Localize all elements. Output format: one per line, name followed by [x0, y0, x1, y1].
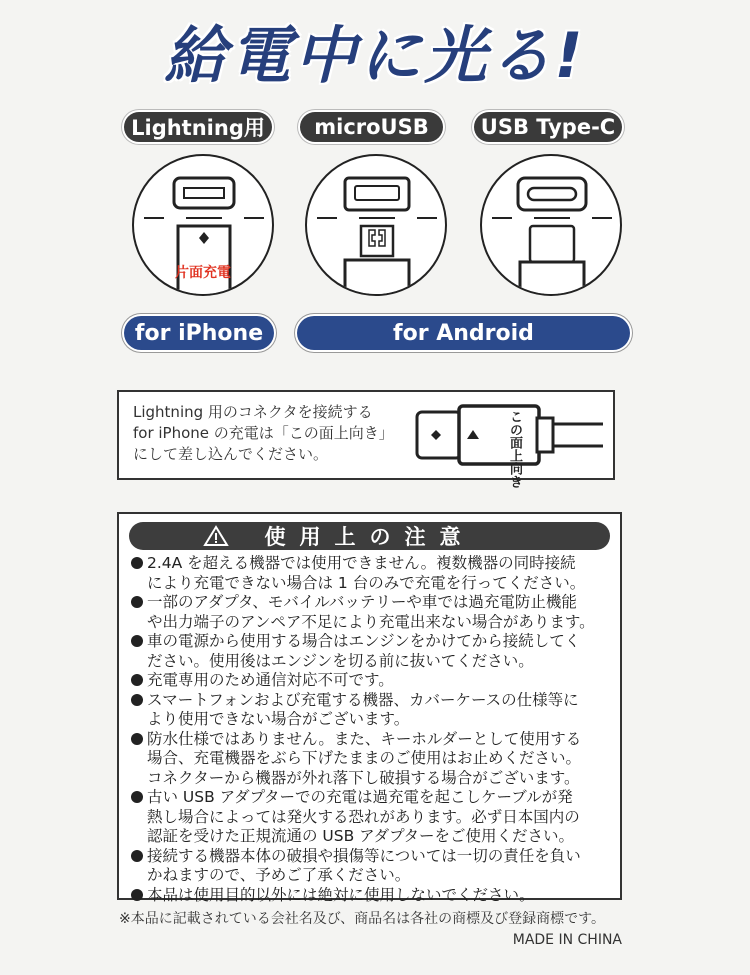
caution-line: 場合、充電機器をぶら下げたままのご使用はお止めください。	[147, 749, 582, 767]
caution-line: 古い USB アダプターでの充電は過充電を起こしケーブルが発	[147, 788, 573, 806]
caution-line: 車の電源から使用する場合はエンジンをかけてから接続してく	[147, 632, 581, 650]
usb-type-c-connector-illustration	[480, 154, 622, 296]
trademark-note: ※本品に記載されている会社名及び、商品名は各社の商標及び登録商標です。	[119, 911, 606, 927]
made-in-label: MADE IN CHINA	[512, 932, 622, 948]
lightning-orientation-note	[117, 390, 615, 488]
note-line: for iPhone の充電は「この面上向き」	[133, 424, 394, 442]
microusb-label: microUSB	[300, 112, 443, 142]
usb-type-c-label: USB Type-C	[474, 112, 622, 142]
warning-icon	[203, 525, 229, 547]
lightning-label: Lightning用	[124, 112, 272, 142]
caution-line: により充電できない場合は 1 台のみで充電を行ってください。	[147, 573, 586, 592]
caution-line: 一部のアダプタ、モバイルバッテリーや車では過充電防止機能	[147, 593, 577, 611]
one-side-charge-label: 片面充電	[175, 265, 231, 281]
lightning-connector-illustration	[132, 154, 274, 296]
caution-line: スマートフォンおよび充電する機器、カバーケースの仕様等に	[147, 690, 579, 709]
caution-item	[129, 730, 619, 789]
caution-line: 充電専用のため通信対応不可です。	[147, 671, 394, 689]
caution-line: かねますので、予めご了承ください。	[147, 866, 411, 884]
caution-line: 認証を受けた正規流通の USB アダプターをご使用ください。	[147, 827, 575, 845]
caution-line: 本品は使用目的以外には絶対に使用しないでください。	[147, 885, 535, 904]
caution-line: ださい。使用後はエンジンを切る前に抜いてください。	[147, 651, 534, 670]
page-title: 給電中に光る!	[164, 19, 586, 92]
caution-item	[129, 886, 619, 906]
for-iphone-label: for iPhone	[124, 316, 274, 350]
caution-line: 防水仕様ではありません。また、キーホルダーとして使用する	[147, 729, 582, 748]
caution-item	[129, 788, 619, 847]
caution-line: 接続する機器本体の破損や損傷等については一切の責任を負い	[147, 846, 581, 865]
caution-header	[129, 522, 610, 550]
caution-item	[129, 554, 619, 593]
caution-title: 使用上の注意	[264, 525, 475, 549]
caution-item	[129, 593, 619, 632]
caution-line: や出力端子のアンペア不足により充電出来ない場合があります。	[147, 612, 595, 631]
for-android-label: for Android	[297, 316, 630, 350]
caution-item	[129, 671, 619, 691]
caution-item	[129, 691, 619, 730]
caution-item	[129, 632, 619, 671]
caution-line: コネクターから機器が外れ落下し破損する場合がございます。	[147, 768, 580, 787]
caution-item	[129, 847, 619, 886]
caution-line: 熱し場合によっては発火する恐れがあります。必ず日本国内の	[147, 807, 580, 826]
note-line: にして差し込んでください。	[133, 445, 329, 463]
this-side-up-label: この面上向き	[507, 410, 522, 488]
caution-section	[117, 512, 622, 904]
caution-line: 2.4A を超える機器では使用できません。複数機器の同時接続	[147, 554, 576, 572]
note-line: Lightning 用のコネクタを接続する	[133, 403, 373, 421]
caution-line: より使用できない場合がございます。	[147, 710, 410, 728]
microusb-connector-illustration	[305, 154, 447, 296]
